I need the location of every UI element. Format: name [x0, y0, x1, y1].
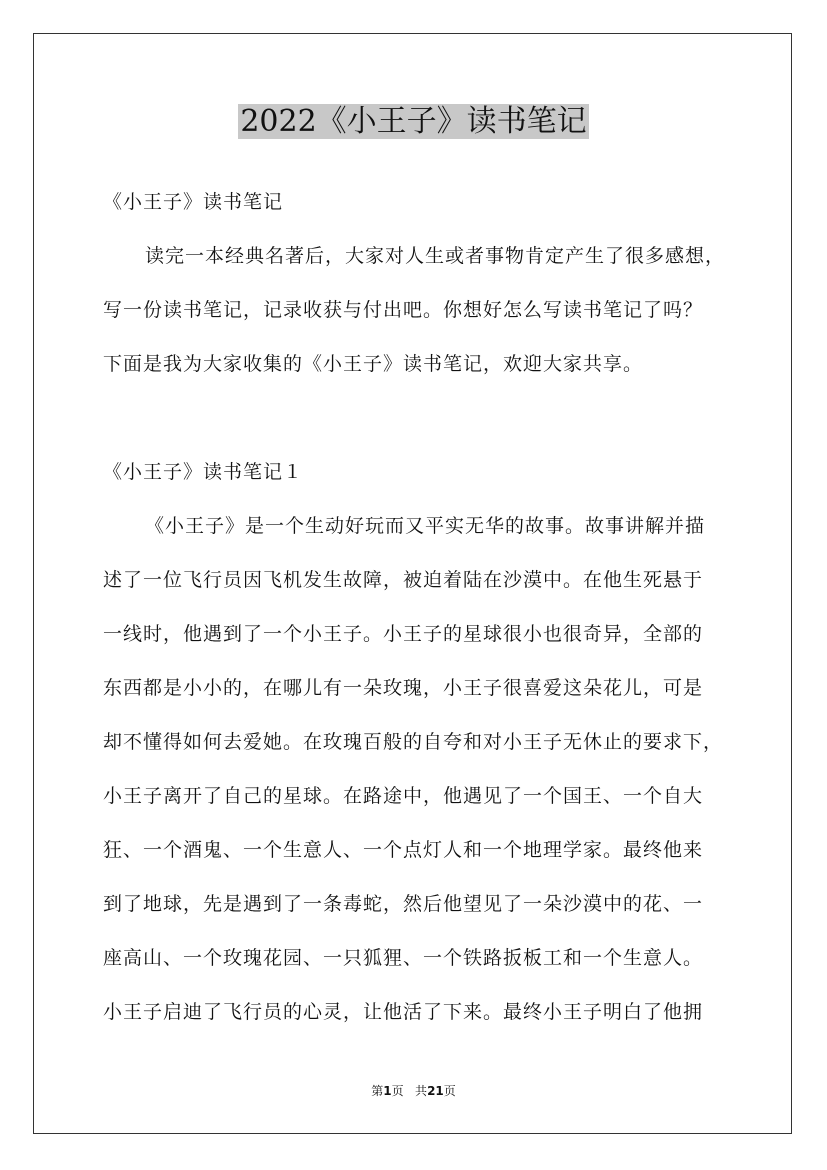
section-heading: 《小王子》读书笔记１	[103, 461, 304, 483]
current-page-number: 1	[383, 1084, 392, 1098]
paragraph-gap	[103, 391, 728, 445]
footer-total-suffix: 页	[443, 1084, 456, 1098]
footer-page-suffix: 页	[391, 1084, 404, 1098]
subtitle: 《小王子》读书笔记	[103, 191, 284, 213]
total-pages-number: 21	[427, 1084, 444, 1098]
body-line: 到了地球，先是遇到了一条毒蛇，然后他望见了一朵沙漠中的花、一	[103, 893, 704, 915]
body-line: 狂、一个酒鬼、一个生意人、一个点灯人和一个地理学家。最终他来	[103, 839, 704, 861]
footer-prefix: 第	[371, 1084, 384, 1098]
footer-total-prefix: 共	[415, 1084, 428, 1098]
document-title-text: 2022《小王子》读书笔记	[240, 104, 587, 139]
body-line: 一线时，他遇到了一个小王子。小王子的星球很小也很奇异，全部的	[103, 623, 704, 645]
body-line: 小王子启迪了飞行员的心灵，让他活了下来。最终小王子明白了他拥	[103, 1001, 704, 1023]
intro-line: 读完一本经典名著后，大家对人生或者事物肯定产生了很多感想，	[145, 245, 726, 267]
intro-line: 写一份读书笔记，记录收获与付出吧。你想好怎么写读书笔记了吗？	[103, 299, 704, 321]
body-line: 座高山、一个玫瑰花园、一只狐狸、一个铁路扳板工和一个生意人。	[103, 947, 704, 969]
body-line: 述了一位飞行员因飞机发生故障，被迫着陆在沙漠中。在他生死悬于	[103, 569, 704, 591]
document-title	[0, 100, 827, 144]
intro-line: 下面是我为大家收集的《小王子》读书笔记，欢迎大家共享。	[103, 353, 644, 375]
body-line: 东西都是小小的，在哪儿有一朵玫瑰，小王子很喜爱这朵花儿，可是	[103, 677, 704, 699]
body-line: 小王子离开了自己的星球。在路途中，他遇见了一个国王、一个自大	[103, 785, 704, 807]
document-body	[103, 175, 728, 1039]
body-line: 却不懂得如何去爱她。在玫瑰百般的自夸和对小王子无休止的要求下，	[103, 731, 724, 753]
page-footer	[0, 1083, 827, 1099]
body-line: 《小王子》是一个生动好玩而又平实无华的故事。故事讲解并描	[145, 515, 706, 537]
